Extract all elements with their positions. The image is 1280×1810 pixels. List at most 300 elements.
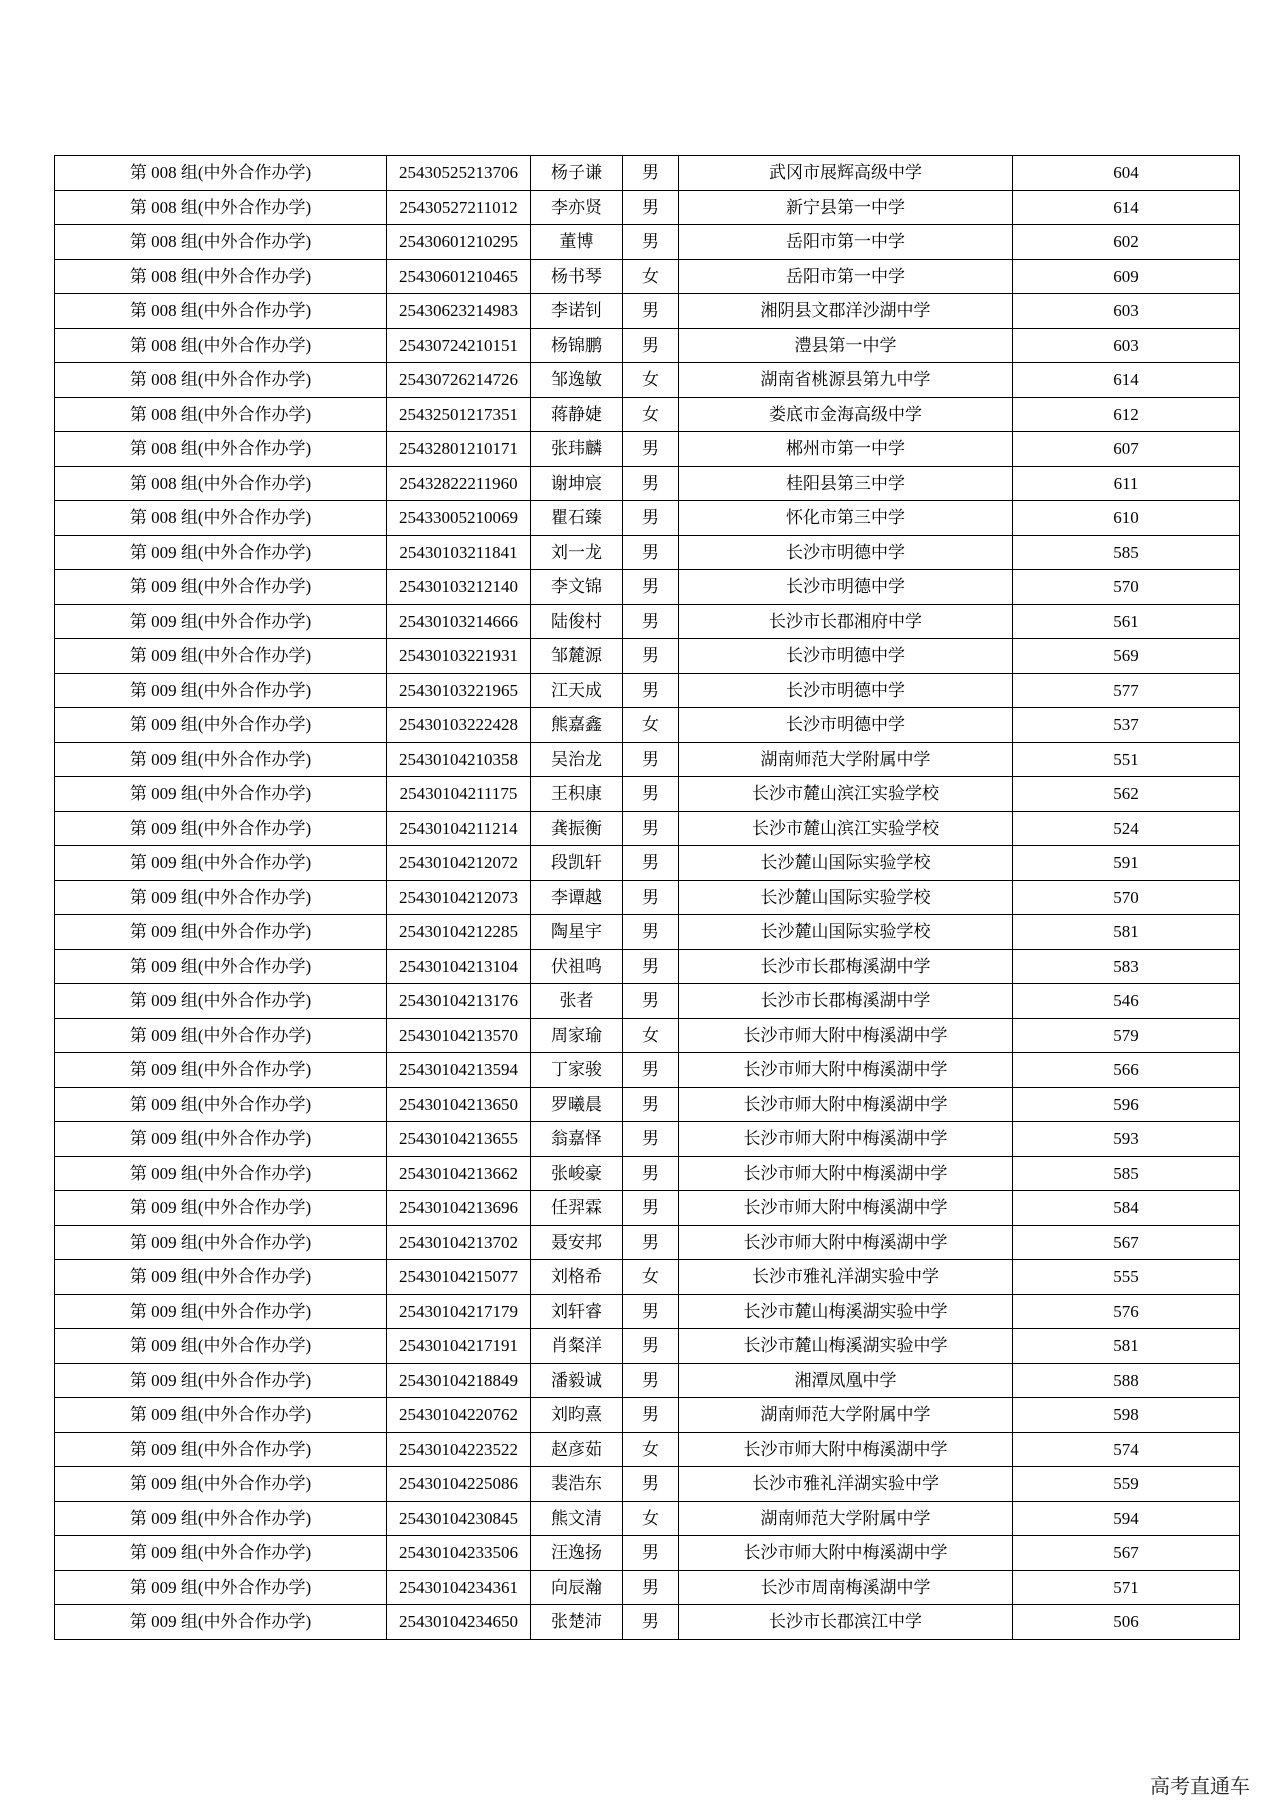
- exam-number-cell: 25430104215077: [387, 1260, 531, 1295]
- gender-cell: 男: [623, 880, 679, 915]
- group-cell: 第 009 组(中外合作办学): [55, 984, 387, 1019]
- name-cell: 丁家骏: [531, 1053, 623, 1088]
- group-cell: 第 009 组(中外合作办学): [55, 535, 387, 570]
- gender-cell: 男: [623, 1156, 679, 1191]
- table-row: [55, 1225, 1240, 1260]
- group-cell: 第 008 组(中外合作办学): [55, 501, 387, 536]
- score-cell: 570: [1013, 880, 1240, 915]
- score-cell: 604: [1013, 156, 1240, 191]
- name-cell: 任羿霖: [531, 1191, 623, 1226]
- score-cell: 609: [1013, 259, 1240, 294]
- gender-cell: 男: [623, 1225, 679, 1260]
- group-cell: 第 009 组(中外合作办学): [55, 742, 387, 777]
- score-cell: 577: [1013, 673, 1240, 708]
- table-row: [55, 639, 1240, 674]
- school-cell: 武冈市展辉高级中学: [679, 156, 1013, 191]
- group-cell: 第 009 组(中外合作办学): [55, 949, 387, 984]
- name-cell: 邹逸敏: [531, 363, 623, 398]
- name-cell: 张者: [531, 984, 623, 1019]
- group-cell: 第 009 组(中外合作办学): [55, 1570, 387, 1605]
- group-cell: 第 009 组(中外合作办学): [55, 777, 387, 812]
- score-cell: 607: [1013, 432, 1240, 467]
- exam-number-cell: 25430104212073: [387, 880, 531, 915]
- gender-cell: 男: [623, 915, 679, 950]
- name-cell: 杨子谦: [531, 156, 623, 191]
- school-cell: 湖南师范大学附属中学: [679, 742, 1013, 777]
- exam-number-cell: 25430104213650: [387, 1087, 531, 1122]
- school-cell: 长沙市师大附中梅溪湖中学: [679, 1122, 1013, 1157]
- group-cell: 第 008 组(中外合作办学): [55, 432, 387, 467]
- exam-number-cell: 25430104230845: [387, 1501, 531, 1536]
- school-cell: 湘阴县文郡洋沙湖中学: [679, 294, 1013, 329]
- score-cell: 581: [1013, 915, 1240, 950]
- score-cell: 570: [1013, 570, 1240, 605]
- table-row: [55, 190, 1240, 225]
- exam-number-cell: 25430104211175: [387, 777, 531, 812]
- score-cell: 546: [1013, 984, 1240, 1019]
- gender-cell: 男: [623, 225, 679, 260]
- school-cell: 长沙麓山国际实验学校: [679, 915, 1013, 950]
- school-cell: 长沙市师大附中梅溪湖中学: [679, 1191, 1013, 1226]
- exam-number-cell: 25430104220762: [387, 1398, 531, 1433]
- group-cell: 第 009 组(中外合作办学): [55, 604, 387, 639]
- table-row: [55, 225, 1240, 260]
- score-cell: 567: [1013, 1536, 1240, 1571]
- group-cell: 第 009 组(中外合作办学): [55, 1225, 387, 1260]
- exam-number-cell: 25430104217191: [387, 1329, 531, 1364]
- gender-cell: 男: [623, 1605, 679, 1640]
- name-cell: 段凯轩: [531, 846, 623, 881]
- table-row: [55, 1329, 1240, 1364]
- exam-number-cell: 25433005210069: [387, 501, 531, 536]
- name-cell: 杨书琴: [531, 259, 623, 294]
- name-cell: 王积康: [531, 777, 623, 812]
- score-cell: 598: [1013, 1398, 1240, 1433]
- group-cell: 第 009 组(中外合作办学): [55, 673, 387, 708]
- table-row: [55, 535, 1240, 570]
- school-cell: 长沙麓山国际实验学校: [679, 880, 1013, 915]
- name-cell: 肖粲洋: [531, 1329, 623, 1364]
- watermark-text: 高考直通车: [1150, 1774, 1250, 1798]
- name-cell: 瞿石臻: [531, 501, 623, 536]
- table-row: [55, 466, 1240, 501]
- school-cell: 长沙麓山国际实验学校: [679, 846, 1013, 881]
- table-row: [55, 156, 1240, 191]
- exam-number-cell: 25430103211841: [387, 535, 531, 570]
- exam-number-cell: 25430104213570: [387, 1018, 531, 1053]
- score-cell: 614: [1013, 190, 1240, 225]
- name-cell: 张玮麟: [531, 432, 623, 467]
- school-cell: 湘潭凤凰中学: [679, 1363, 1013, 1398]
- gender-cell: 女: [623, 1432, 679, 1467]
- school-cell: 湖南师范大学附属中学: [679, 1398, 1013, 1433]
- table-row: [55, 1156, 1240, 1191]
- exam-number-cell: 25430104210358: [387, 742, 531, 777]
- group-cell: 第 009 组(中外合作办学): [55, 1363, 387, 1398]
- name-cell: 董博: [531, 225, 623, 260]
- name-cell: 聂安邦: [531, 1225, 623, 1260]
- gender-cell: 男: [623, 984, 679, 1019]
- admission-table: [54, 155, 1240, 1640]
- school-cell: 长沙市周南梅溪湖中学: [679, 1570, 1013, 1605]
- exam-number-cell: 25430623214983: [387, 294, 531, 329]
- school-cell: 长沙市师大附中梅溪湖中学: [679, 1087, 1013, 1122]
- school-cell: 长沙市长郡湘府中学: [679, 604, 1013, 639]
- group-cell: 第 008 组(中外合作办学): [55, 294, 387, 329]
- table-row: [55, 1294, 1240, 1329]
- group-cell: 第 009 组(中外合作办学): [55, 880, 387, 915]
- group-cell: 第 009 组(中外合作办学): [55, 1191, 387, 1226]
- table-row: [55, 1018, 1240, 1053]
- exam-number-cell: 25430104213662: [387, 1156, 531, 1191]
- table-row: [55, 1432, 1240, 1467]
- table-row: [55, 501, 1240, 536]
- table-row: [55, 1570, 1240, 1605]
- group-cell: 第 009 组(中外合作办学): [55, 708, 387, 743]
- table-row: [55, 811, 1240, 846]
- table-row: [55, 742, 1240, 777]
- exam-number-cell: 25430601210295: [387, 225, 531, 260]
- name-cell: 李文锦: [531, 570, 623, 605]
- group-cell: 第 008 组(中外合作办学): [55, 225, 387, 260]
- name-cell: 邹麓源: [531, 639, 623, 674]
- school-cell: 岳阳市第一中学: [679, 225, 1013, 260]
- gender-cell: 男: [623, 639, 679, 674]
- score-cell: 581: [1013, 1329, 1240, 1364]
- school-cell: 长沙市师大附中梅溪湖中学: [679, 1536, 1013, 1571]
- school-cell: 长沙市师大附中梅溪湖中学: [679, 1018, 1013, 1053]
- school-cell: 新宁县第一中学: [679, 190, 1013, 225]
- table-row: [55, 570, 1240, 605]
- name-cell: 翁嘉怿: [531, 1122, 623, 1157]
- gender-cell: 男: [623, 846, 679, 881]
- gender-cell: 男: [623, 604, 679, 639]
- school-cell: 长沙市麓山梅溪湖实验中学: [679, 1329, 1013, 1364]
- table-row: [55, 432, 1240, 467]
- exam-number-cell: 25430103221965: [387, 673, 531, 708]
- group-cell: 第 008 组(中外合作办学): [55, 156, 387, 191]
- school-cell: 桂阳县第三中学: [679, 466, 1013, 501]
- exam-number-cell: 25430104213594: [387, 1053, 531, 1088]
- exam-number-cell: 25430104234650: [387, 1605, 531, 1640]
- gender-cell: 男: [623, 1053, 679, 1088]
- gender-cell: 女: [623, 397, 679, 432]
- name-cell: 刘格希: [531, 1260, 623, 1295]
- school-cell: 长沙市长郡梅溪湖中学: [679, 984, 1013, 1019]
- score-cell: 524: [1013, 811, 1240, 846]
- name-cell: 伏祖鸣: [531, 949, 623, 984]
- school-cell: 长沙市明德中学: [679, 570, 1013, 605]
- gender-cell: 男: [623, 949, 679, 984]
- group-cell: 第 008 组(中外合作办学): [55, 190, 387, 225]
- gender-cell: 女: [623, 259, 679, 294]
- table-row: [55, 949, 1240, 984]
- gender-cell: 男: [623, 1398, 679, 1433]
- score-cell: 585: [1013, 1156, 1240, 1191]
- exam-number-cell: 25430726214726: [387, 363, 531, 398]
- exam-number-cell: 25432822211960: [387, 466, 531, 501]
- table-row: [55, 328, 1240, 363]
- group-cell: 第 008 组(中外合作办学): [55, 466, 387, 501]
- group-cell: 第 009 组(中外合作办学): [55, 915, 387, 950]
- score-cell: 579: [1013, 1018, 1240, 1053]
- group-cell: 第 009 组(中外合作办学): [55, 1467, 387, 1502]
- exam-number-cell: 25430104213176: [387, 984, 531, 1019]
- table-row: [55, 777, 1240, 812]
- exam-number-cell: 25430527211012: [387, 190, 531, 225]
- gender-cell: 男: [623, 156, 679, 191]
- group-cell: 第 008 组(中外合作办学): [55, 328, 387, 363]
- name-cell: 裴浩东: [531, 1467, 623, 1502]
- exam-number-cell: 25430104213104: [387, 949, 531, 984]
- score-cell: 583: [1013, 949, 1240, 984]
- score-cell: 596: [1013, 1087, 1240, 1122]
- gender-cell: 男: [623, 777, 679, 812]
- gender-cell: 男: [623, 328, 679, 363]
- group-cell: 第 009 组(中外合作办学): [55, 1329, 387, 1364]
- school-cell: 长沙市明德中学: [679, 639, 1013, 674]
- group-cell: 第 009 组(中外合作办学): [55, 570, 387, 605]
- gender-cell: 男: [623, 466, 679, 501]
- name-cell: 谢坤宸: [531, 466, 623, 501]
- name-cell: 刘轩睿: [531, 1294, 623, 1329]
- exam-number-cell: 25430104212285: [387, 915, 531, 950]
- exam-number-cell: 25430103212140: [387, 570, 531, 605]
- table-row: [55, 1260, 1240, 1295]
- score-cell: 574: [1013, 1432, 1240, 1467]
- exam-number-cell: 25430104225086: [387, 1467, 531, 1502]
- name-cell: 刘一龙: [531, 535, 623, 570]
- table-row: [55, 1122, 1240, 1157]
- school-cell: 长沙市长郡梅溪湖中学: [679, 949, 1013, 984]
- group-cell: 第 009 组(中外合作办学): [55, 1018, 387, 1053]
- school-cell: 长沙市麓山梅溪湖实验中学: [679, 1294, 1013, 1329]
- exam-number-cell: 25430104217179: [387, 1294, 531, 1329]
- group-cell: 第 009 组(中外合作办学): [55, 1398, 387, 1433]
- group-cell: 第 008 组(中外合作办学): [55, 397, 387, 432]
- gender-cell: 男: [623, 1294, 679, 1329]
- school-cell: 怀化市第三中学: [679, 501, 1013, 536]
- table-row: [55, 984, 1240, 1019]
- score-cell: 594: [1013, 1501, 1240, 1536]
- exam-number-cell: 25430104218849: [387, 1363, 531, 1398]
- score-cell: 603: [1013, 328, 1240, 363]
- school-cell: 娄底市金海高级中学: [679, 397, 1013, 432]
- exam-number-cell: 25430104212072: [387, 846, 531, 881]
- exam-number-cell: 25430104213702: [387, 1225, 531, 1260]
- admission-table-container: [54, 155, 1239, 1640]
- gender-cell: 男: [623, 1191, 679, 1226]
- score-cell: 614: [1013, 363, 1240, 398]
- gender-cell: 男: [623, 673, 679, 708]
- table-row: [55, 1501, 1240, 1536]
- score-cell: 602: [1013, 225, 1240, 260]
- score-cell: 506: [1013, 1605, 1240, 1640]
- gender-cell: 男: [623, 1122, 679, 1157]
- name-cell: 李亦贤: [531, 190, 623, 225]
- group-cell: 第 008 组(中外合作办学): [55, 259, 387, 294]
- gender-cell: 女: [623, 1260, 679, 1295]
- gender-cell: 男: [623, 1536, 679, 1571]
- score-cell: 584: [1013, 1191, 1240, 1226]
- school-cell: 长沙市师大附中梅溪湖中学: [679, 1432, 1013, 1467]
- school-cell: 长沙市麓山滨江实验学校: [679, 777, 1013, 812]
- gender-cell: 男: [623, 1087, 679, 1122]
- exam-number-cell: 25430103214666: [387, 604, 531, 639]
- score-cell: 561: [1013, 604, 1240, 639]
- name-cell: 罗曦晨: [531, 1087, 623, 1122]
- score-cell: 576: [1013, 1294, 1240, 1329]
- gender-cell: 女: [623, 363, 679, 398]
- school-cell: 长沙市长郡滨江中学: [679, 1605, 1013, 1640]
- exam-number-cell: 25432501217351: [387, 397, 531, 432]
- name-cell: 陆俊村: [531, 604, 623, 639]
- table-body: [55, 156, 1240, 1640]
- score-cell: 612: [1013, 397, 1240, 432]
- name-cell: 张楚沛: [531, 1605, 623, 1640]
- group-cell: 第 009 组(中外合作办学): [55, 1501, 387, 1536]
- table-row: [55, 1467, 1240, 1502]
- school-cell: 长沙市师大附中梅溪湖中学: [679, 1225, 1013, 1260]
- table-row: [55, 1191, 1240, 1226]
- name-cell: 龚振衡: [531, 811, 623, 846]
- score-cell: 551: [1013, 742, 1240, 777]
- group-cell: 第 009 组(中外合作办学): [55, 1536, 387, 1571]
- name-cell: 刘昀熹: [531, 1398, 623, 1433]
- table-row: [55, 294, 1240, 329]
- name-cell: 蒋静婕: [531, 397, 623, 432]
- name-cell: 周家瑜: [531, 1018, 623, 1053]
- school-cell: 长沙市明德中学: [679, 673, 1013, 708]
- table-row: [55, 1363, 1240, 1398]
- score-cell: 567: [1013, 1225, 1240, 1260]
- group-cell: 第 009 组(中外合作办学): [55, 1605, 387, 1640]
- gender-cell: 女: [623, 708, 679, 743]
- exam-number-cell: 25432801210171: [387, 432, 531, 467]
- group-cell: 第 009 组(中外合作办学): [55, 846, 387, 881]
- table-row: [55, 1605, 1240, 1640]
- exam-number-cell: 25430104234361: [387, 1570, 531, 1605]
- group-cell: 第 009 组(中外合作办学): [55, 1432, 387, 1467]
- school-cell: 郴州市第一中学: [679, 432, 1013, 467]
- table-row: [55, 1053, 1240, 1088]
- table-row: [55, 708, 1240, 743]
- school-cell: 长沙市师大附中梅溪湖中学: [679, 1053, 1013, 1088]
- exam-number-cell: 25430104211214: [387, 811, 531, 846]
- table-row: [55, 880, 1240, 915]
- name-cell: 杨锦鹏: [531, 328, 623, 363]
- score-cell: 559: [1013, 1467, 1240, 1502]
- gender-cell: 男: [623, 570, 679, 605]
- gender-cell: 男: [623, 1467, 679, 1502]
- exam-number-cell: 25430104233506: [387, 1536, 531, 1571]
- table-row: [55, 363, 1240, 398]
- score-cell: 537: [1013, 708, 1240, 743]
- score-cell: 588: [1013, 1363, 1240, 1398]
- name-cell: 吴治龙: [531, 742, 623, 777]
- gender-cell: 男: [623, 811, 679, 846]
- name-cell: 张峻豪: [531, 1156, 623, 1191]
- school-cell: 长沙市雅礼洋湖实验中学: [679, 1260, 1013, 1295]
- gender-cell: 男: [623, 1329, 679, 1364]
- score-cell: 593: [1013, 1122, 1240, 1157]
- school-cell: 长沙市明德中学: [679, 535, 1013, 570]
- group-cell: 第 009 组(中外合作办学): [55, 1087, 387, 1122]
- table-row: [55, 259, 1240, 294]
- school-cell: 长沙市明德中学: [679, 708, 1013, 743]
- name-cell: 赵彦茹: [531, 1432, 623, 1467]
- gender-cell: 男: [623, 501, 679, 536]
- score-cell: 610: [1013, 501, 1240, 536]
- score-cell: 555: [1013, 1260, 1240, 1295]
- gender-cell: 男: [623, 742, 679, 777]
- exam-number-cell: 25430601210465: [387, 259, 531, 294]
- exam-number-cell: 25430525213706: [387, 156, 531, 191]
- table-row: [55, 915, 1240, 950]
- score-cell: 603: [1013, 294, 1240, 329]
- name-cell: 熊文清: [531, 1501, 623, 1536]
- table-row: [55, 604, 1240, 639]
- name-cell: 汪逸扬: [531, 1536, 623, 1571]
- school-cell: 澧县第一中学: [679, 328, 1013, 363]
- school-cell: 湖南师范大学附属中学: [679, 1501, 1013, 1536]
- name-cell: 熊嘉鑫: [531, 708, 623, 743]
- school-cell: 长沙市麓山滨江实验学校: [679, 811, 1013, 846]
- school-cell: 长沙市师大附中梅溪湖中学: [679, 1156, 1013, 1191]
- group-cell: 第 009 组(中外合作办学): [55, 1156, 387, 1191]
- exam-number-cell: 25430104213696: [387, 1191, 531, 1226]
- name-cell: 潘毅诚: [531, 1363, 623, 1398]
- gender-cell: 男: [623, 1363, 679, 1398]
- gender-cell: 男: [623, 190, 679, 225]
- name-cell: 陶星宇: [531, 915, 623, 950]
- name-cell: 李诺钊: [531, 294, 623, 329]
- score-cell: 591: [1013, 846, 1240, 881]
- group-cell: 第 009 组(中外合作办学): [55, 1053, 387, 1088]
- group-cell: 第 009 组(中外合作办学): [55, 1294, 387, 1329]
- exam-number-cell: 25430104213655: [387, 1122, 531, 1157]
- gender-cell: 男: [623, 432, 679, 467]
- gender-cell: 男: [623, 1570, 679, 1605]
- group-cell: 第 008 组(中外合作办学): [55, 363, 387, 398]
- gender-cell: 女: [623, 1501, 679, 1536]
- name-cell: 李谭越: [531, 880, 623, 915]
- group-cell: 第 009 组(中外合作办学): [55, 1122, 387, 1157]
- exam-number-cell: 25430103222428: [387, 708, 531, 743]
- table-row: [55, 1087, 1240, 1122]
- group-cell: 第 009 组(中外合作办学): [55, 639, 387, 674]
- score-cell: 585: [1013, 535, 1240, 570]
- score-cell: 562: [1013, 777, 1240, 812]
- school-cell: 长沙市雅礼洋湖实验中学: [679, 1467, 1013, 1502]
- group-cell: 第 009 组(中外合作办学): [55, 811, 387, 846]
- name-cell: 江天成: [531, 673, 623, 708]
- gender-cell: 男: [623, 294, 679, 329]
- table-row: [55, 1398, 1240, 1433]
- score-cell: 571: [1013, 1570, 1240, 1605]
- name-cell: 向辰瀚: [531, 1570, 623, 1605]
- gender-cell: 女: [623, 1018, 679, 1053]
- exam-number-cell: 25430724210151: [387, 328, 531, 363]
- table-row: [55, 1536, 1240, 1571]
- group-cell: 第 009 组(中外合作办学): [55, 1260, 387, 1295]
- table-row: [55, 673, 1240, 708]
- table-row: [55, 846, 1240, 881]
- score-cell: 566: [1013, 1053, 1240, 1088]
- school-cell: 湖南省桃源县第九中学: [679, 363, 1013, 398]
- exam-number-cell: 25430103221931: [387, 639, 531, 674]
- exam-number-cell: 25430104223522: [387, 1432, 531, 1467]
